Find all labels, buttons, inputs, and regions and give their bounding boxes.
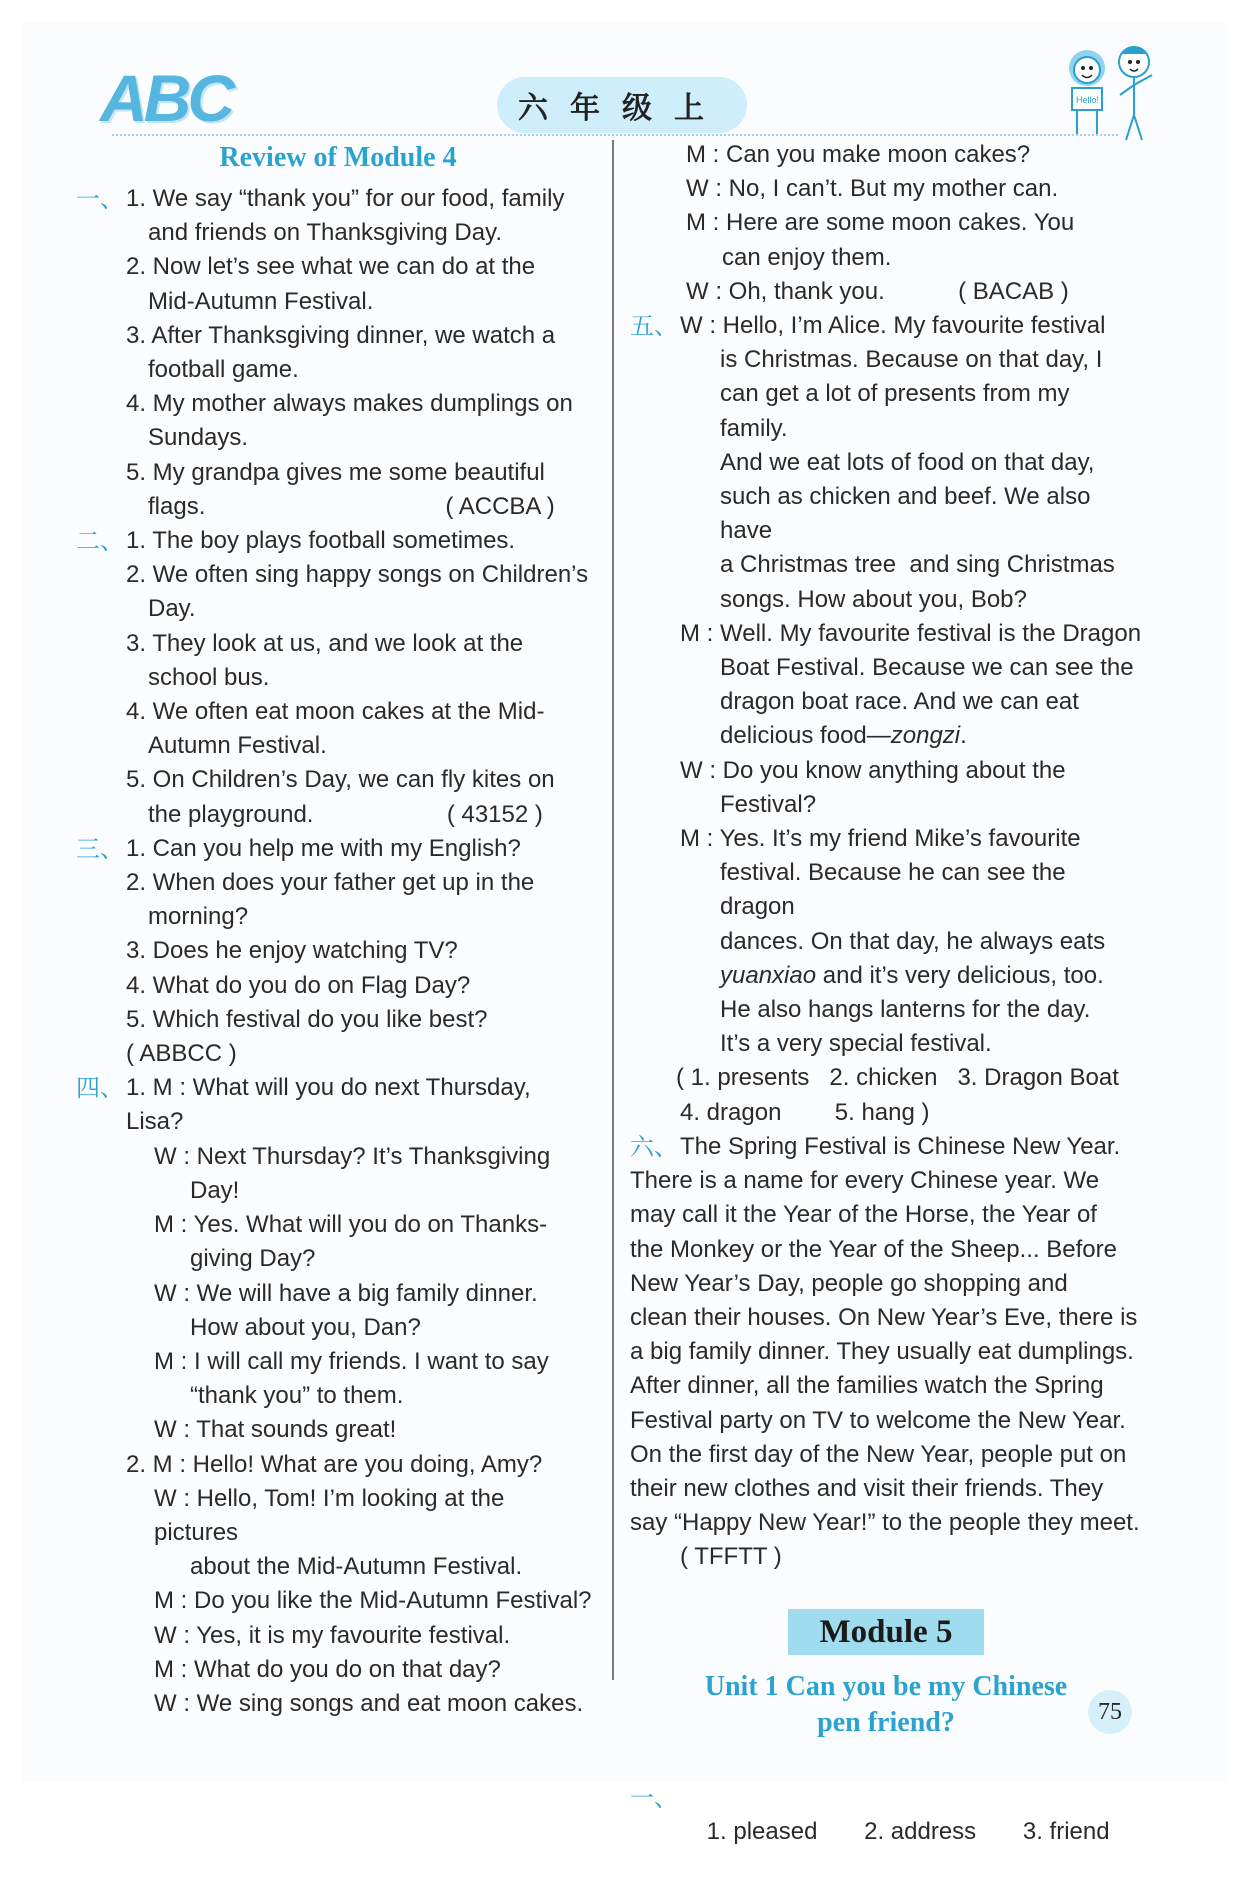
text-line <box>82 627 594 661</box>
right-answers <box>630 138 1142 1575</box>
text-line <box>82 661 594 695</box>
text-line <box>630 1061 1142 1095</box>
text-line <box>82 1208 594 1242</box>
line-text: about the Mid-Autumn Festival. <box>190 1553 523 1581</box>
text-line <box>630 548 1142 582</box>
line-text: 4. My mother always makes dumplings on <box>126 390 573 418</box>
text-line <box>82 1584 594 1618</box>
text-line <box>82 900 594 934</box>
line-text: How about you, Dan? <box>190 1313 421 1341</box>
text-line <box>76 182 594 216</box>
section-marker: 六、 <box>630 1132 678 1161</box>
line-text: Boat Festival. Because we can see the <box>720 654 1134 682</box>
text-line <box>82 1482 594 1550</box>
line-text: the playground. ( 43152 ) <box>148 800 543 828</box>
line-text: 1. M : What will you do next Thursday, Lisa? <box>126 1074 538 1136</box>
line-text: ( TFFTT ) <box>680 1543 782 1571</box>
text-line <box>630 1335 1142 1369</box>
answer-line <box>630 1747 1142 1883</box>
line-text: 1. The boy plays football sometimes. <box>126 527 516 555</box>
text-line <box>630 719 1142 753</box>
line-text: a Christmas tree and sing Christmas <box>720 551 1115 579</box>
text-line <box>630 685 1142 719</box>
line-text: Autumn Festival. <box>148 732 327 760</box>
section-marker: 二、 <box>76 527 124 556</box>
unit-title-line-2: pen friend? <box>817 1706 955 1738</box>
text-line <box>630 343 1142 377</box>
text-line <box>82 729 594 763</box>
line-text: 5. My grandpa gives me some beautiful <box>126 458 545 486</box>
line-text: M : Do you like the Mid-Autumn Festival? <box>154 1587 592 1615</box>
text-line <box>82 250 594 284</box>
line-text: After dinner, all the families watch the Spring <box>630 1372 1104 1400</box>
text-line <box>630 241 1142 275</box>
line-text: dragon boat race. And we can eat <box>720 688 1079 716</box>
line-text: W : That sounds great! <box>154 1416 397 1444</box>
section-marker: 一、 <box>76 185 124 213</box>
text-line <box>82 1140 594 1174</box>
left-column <box>76 138 594 1721</box>
line-text: M : Can you make moon cakes? <box>686 141 1031 168</box>
line-text: M : Well. My favourite festival is the Dragon <box>680 619 1142 647</box>
line-text: can get a lot of presents from my family. <box>720 380 1077 442</box>
line-text: 4. dragon 5. hang ) <box>680 1098 930 1126</box>
text-line <box>630 275 1142 309</box>
line-text: 2. M : Hello! What are you doing, Amy? <box>126 1450 543 1478</box>
unit-title-line-1: Unit 1 Can you be my Chinese <box>704 1670 1068 1702</box>
text-line <box>82 1037 594 1071</box>
text-line <box>82 866 594 900</box>
text-line <box>82 1277 594 1311</box>
text-line <box>630 1027 1142 1061</box>
line-text: Sundays. <box>148 424 249 452</box>
line-text: ( 1. presents 2. chicken 3. Dragon Boat <box>676 1064 1119 1092</box>
text-line <box>630 1438 1142 1472</box>
line-text: songs. How about you, Bob? <box>720 585 1027 613</box>
line-text: their new clothes and visit their friends. They <box>630 1474 1104 1502</box>
line-text: W : No, I can’t. But my mother can. <box>686 175 1059 203</box>
line-text: W : Next Thursday? It’s Thanksgiving <box>154 1142 551 1170</box>
line-text: M : Here are some moon cakes. You <box>686 209 1075 237</box>
line-text: And we eat lots of food on that day, <box>720 448 1095 476</box>
module-title: Module 5 <box>788 1609 984 1655</box>
text-line <box>82 1311 594 1345</box>
line-text: Day. <box>148 595 196 623</box>
line-text: the Monkey or the Year of the Sheep... Before <box>630 1235 1117 1263</box>
text-line <box>82 1619 594 1653</box>
line-text: M : I will call my friends. I want to say <box>154 1347 549 1375</box>
text-line <box>76 524 594 558</box>
line-text: morning? <box>148 903 249 931</box>
line-text: delicious food—zongzi. <box>720 722 967 750</box>
line-text: 2. Now let’s see what we can do at the <box>126 253 536 281</box>
text-line <box>630 788 1142 822</box>
line-text: W : We sing songs and eat moon cakes. <box>154 1689 584 1717</box>
line-text: M : Yes. What will you do on Thanks- <box>154 1211 548 1239</box>
text-line <box>82 421 594 455</box>
text-line <box>82 456 594 490</box>
text-line <box>630 754 1142 788</box>
text-line <box>630 1540 1142 1574</box>
line-text: M : What do you do on that day? <box>154 1655 501 1683</box>
section-marker: 五、 <box>630 312 678 341</box>
text-line <box>630 138 1142 172</box>
text-line <box>630 1164 1142 1198</box>
header-divider <box>112 134 1118 136</box>
line-text: 3. Does he enjoy watching TV? <box>126 937 458 965</box>
line-text: 2. We often sing happy songs on Children’s <box>126 561 589 589</box>
section-marker: 四、 <box>76 1074 124 1103</box>
line-text: Day! <box>190 1176 240 1204</box>
line-text: The Spring Festival is Chinese New Year. <box>680 1132 1121 1160</box>
line-text: yuanxiao and it’s very delicious, too. <box>720 961 1104 989</box>
text-line <box>82 969 594 1003</box>
text-line <box>82 558 594 592</box>
text-line <box>630 309 1142 343</box>
line-text: festival. Because he can see the dragon <box>720 859 1073 921</box>
line-text: 5. On Children’s Day, we can fly kites on <box>126 766 555 794</box>
text-line <box>630 1404 1142 1438</box>
text-line <box>630 1369 1142 1403</box>
text-line <box>630 1301 1142 1335</box>
text-line <box>82 798 594 832</box>
line-text: He also hangs lanterns for the day. <box>720 996 1091 1024</box>
text-line <box>82 285 594 319</box>
text-line <box>82 319 594 353</box>
line-text: football game. <box>148 356 299 384</box>
text-line <box>630 1506 1142 1540</box>
text-line <box>82 1345 594 1379</box>
line-text: may call it the Year of the Horse, the Year of <box>630 1201 1097 1229</box>
text-line <box>630 1267 1142 1301</box>
text-line <box>630 925 1142 959</box>
right-column <box>630 138 1142 1883</box>
line-text: can enjoy them. <box>722 243 892 271</box>
text-line <box>82 387 594 421</box>
text-line <box>82 1379 594 1413</box>
line-text: “thank you” to them. <box>190 1382 404 1410</box>
section-marker: 三、 <box>76 834 124 863</box>
answer-text: 1. pleased 2. address 3. friend <box>706 1817 1110 1845</box>
line-text: W : Do you know anything about the <box>680 756 1066 784</box>
text-line <box>630 822 1142 856</box>
text-line <box>82 1653 594 1687</box>
text-line <box>82 490 594 524</box>
text-line <box>82 934 594 968</box>
line-text: M : Yes. It’s my friend Mike’s favourite <box>680 825 1081 853</box>
text-line <box>630 856 1142 924</box>
line-text: is Christmas. Because on that day, I <box>720 346 1103 374</box>
line-text: ( ABBCC ) <box>126 1040 237 1068</box>
line-text: There is a name for every Chinese year. We <box>630 1167 1100 1195</box>
line-text: school bus. <box>148 663 270 691</box>
line-text: say “Happy New Year!” to the people they meet. <box>630 1509 1140 1537</box>
text-line <box>82 1687 594 1721</box>
line-text: It’s a very special festival. <box>720 1030 992 1058</box>
line-text: giving Day? <box>190 1245 316 1273</box>
text-line <box>630 172 1142 206</box>
line-text: clean their houses. On New Year’s Eve, there is <box>630 1303 1138 1331</box>
line-text: 4. What do you do on Flag Day? <box>126 971 471 999</box>
line-text: 1. Can you help me with my English? <box>126 834 521 862</box>
line-text: 3. They look at us, and we look at the <box>126 629 524 657</box>
line-text: a big family dinner. They usually eat dumplings. <box>630 1338 1134 1366</box>
text-line <box>82 1003 594 1037</box>
line-text: dances. On that day, he always eats <box>720 927 1106 955</box>
text-line <box>82 763 594 797</box>
text-line <box>630 651 1142 685</box>
text-line <box>630 377 1142 445</box>
text-line <box>82 216 594 250</box>
abc-logo: ABC <box>100 61 231 135</box>
text-line <box>630 1472 1142 1506</box>
text-line <box>76 1071 594 1139</box>
text-line <box>82 1174 594 1208</box>
line-text: such as chicken and beef. We also have <box>720 483 1098 545</box>
line-text: flags. ( ACCBA ) <box>148 492 555 520</box>
text-line <box>82 1242 594 1276</box>
line-text: Mid-Autumn Festival. <box>148 287 374 315</box>
text-line <box>82 695 594 729</box>
grade-label: 六年级上 <box>497 77 747 133</box>
text-line <box>630 993 1142 1027</box>
line-text: New Year’s Day, people go shopping and <box>630 1269 1068 1297</box>
line-text: 4. We often eat moon cakes at the Mid- <box>126 698 545 726</box>
text-line <box>76 832 594 866</box>
line-text: Festival? <box>720 790 817 818</box>
text-line <box>630 446 1142 480</box>
text-line <box>82 353 594 387</box>
line-text: 2. When does your father get up in the <box>126 869 535 897</box>
text-line <box>630 1130 1142 1164</box>
text-line <box>82 592 594 626</box>
text-line <box>630 480 1142 548</box>
text-line <box>630 959 1142 993</box>
line-text: W : Yes, it is my favourite festival. <box>154 1621 511 1649</box>
line-text: On the first day of the New Year, people put on <box>630 1440 1127 1468</box>
line-text: 5. Which festival do you like best? <box>126 1005 488 1033</box>
review-title: Review of Module 4 <box>219 142 457 173</box>
column-divider <box>612 140 614 1680</box>
text-line <box>630 1233 1142 1267</box>
line-text: and friends on Thanksgiving Day. <box>148 219 502 247</box>
text-line <box>630 1096 1142 1130</box>
text-line <box>630 583 1142 617</box>
text-line <box>630 206 1142 240</box>
unit-title <box>630 1669 1142 1741</box>
svg-text:Hello!: Hello! <box>1076 95 1100 105</box>
line-text: W : Hello, I’m Alice. My favourite festival <box>680 312 1106 340</box>
text-line <box>82 1413 594 1447</box>
page-number: 75 <box>1088 1690 1132 1734</box>
section-marker: 一、 <box>630 1783 678 1812</box>
text-line <box>82 1550 594 1584</box>
line-text: 1. We say “thank you” for our food, family <box>126 185 565 212</box>
line-text: W : We will have a big family dinner. <box>154 1279 538 1307</box>
text-line <box>630 617 1142 651</box>
kids-illustration <box>1052 40 1172 148</box>
text-line <box>82 1448 594 1482</box>
text-line <box>630 1198 1142 1232</box>
line-text: 3. After Thanksgiving dinner, we watch a <box>126 321 556 349</box>
line-text: W : Oh, thank you. ( BACAB ) <box>686 277 1069 305</box>
line-text: Festival party on TV to welcome the New Year. <box>630 1406 1126 1434</box>
line-text: W : Hello, Tom! I’m looking at the pictures <box>154 1484 512 1546</box>
